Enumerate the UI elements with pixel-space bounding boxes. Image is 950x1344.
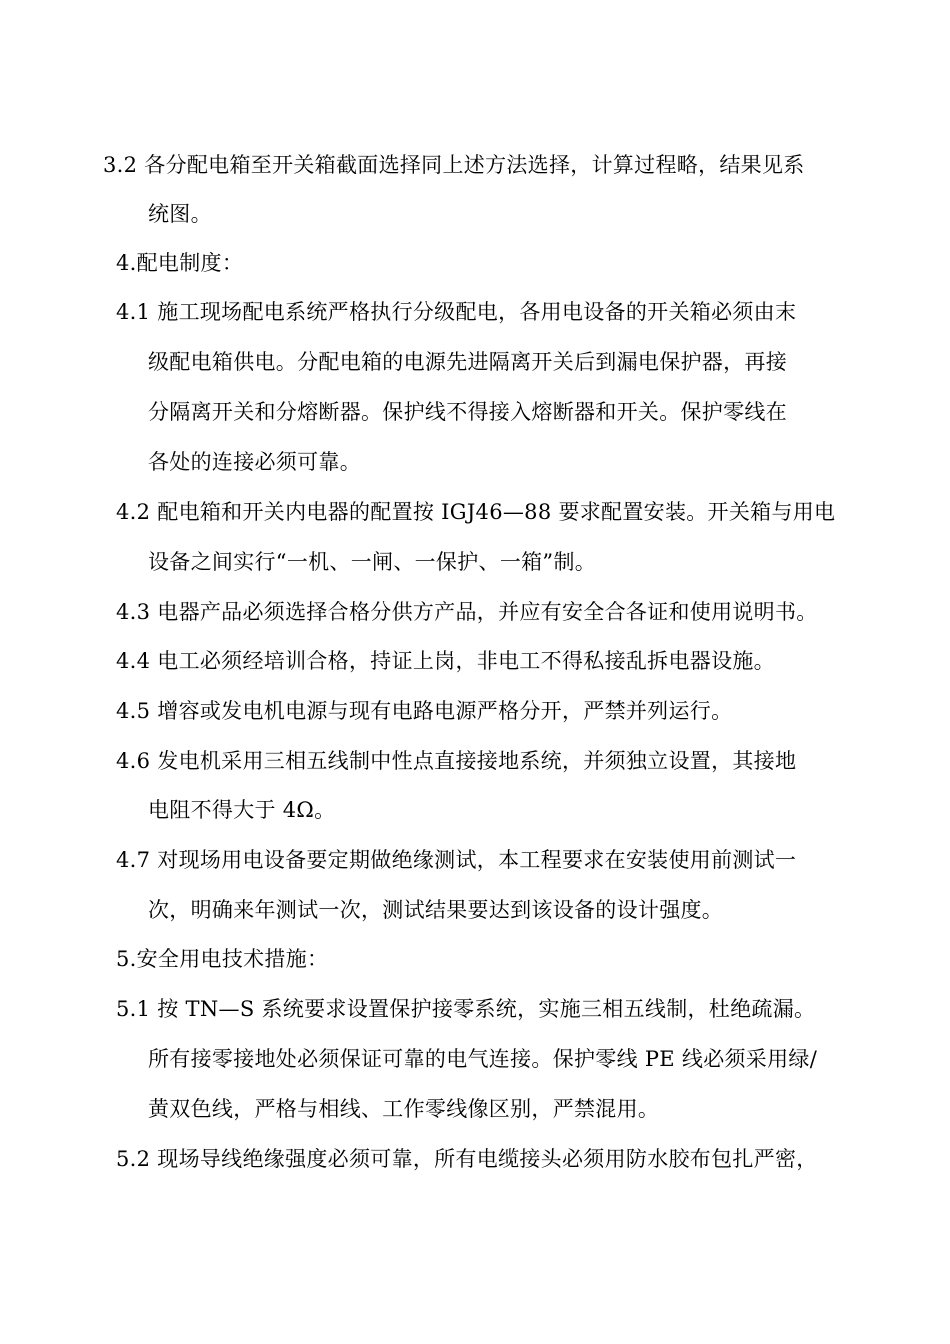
text-line: 5.1 按 TN—S 系统要求设置保护接零系统，实施三相五线制，杜绝疏漏。 xyxy=(116,997,816,1021)
text-line: 黄双色线，严格与相线、工作零线像区别，严禁混用。 xyxy=(148,1097,660,1121)
text-line: 4.5 增容或发电机电源与现有电路电源严格分开，严禁并列运行。 xyxy=(116,699,733,723)
text-line: 4.1 施工现场配电系统严格执行分级配电，各用电设备的开关箱必须由末 xyxy=(116,300,797,324)
text-line: 所有接零接地处必须保证可靠的电气连接。保护零线 PE 线必须采用绿/ xyxy=(148,1047,818,1071)
text-line: 4.7 对现场用电设备要定期做绝缘测试，本工程要求在安装使用前测试一 xyxy=(116,848,797,872)
text-line: 5.2 现场导线绝缘强度必须可靠，所有电缆接头必须用防水胶布包扎严密， xyxy=(116,1147,818,1171)
text-line: 4.4 电工必须经培训合格，持证上岗，非电工不得私接乱拆电器设施。 xyxy=(116,649,775,673)
section-heading: 4.配电制度： xyxy=(116,251,244,275)
text-line: 统图。 xyxy=(148,202,212,226)
text-line: 4.6 发电机采用三相五线制中性点直接接地系统，并须独立设置，其接地 xyxy=(116,749,797,773)
text-line: 3.2 各分配电箱至开关箱截面选择同上述方法选择，计算过程略，结果见系 xyxy=(103,153,805,177)
text-line: 电阻不得大于 4Ω。 xyxy=(148,798,336,822)
section-heading: 5.安全用电技术措施： xyxy=(116,947,329,971)
text-line: 4.3 电器产品必须选择合格分供方产品，并应有安全合各证和使用说明书。 xyxy=(116,600,818,624)
text-line: 次，明确来年测试一次，测试结果要达到该设备的设计强度。 xyxy=(148,898,724,922)
text-line: 4.2 配电箱和开关内电器的配置按 IGJ46—88 要求配置安装。开关箱与用电 xyxy=(116,500,836,524)
text-line: 设备之间实行“一机、一闸、一保护、一箱”制。 xyxy=(148,550,597,574)
text-line: 各处的连接必须可靠。 xyxy=(148,450,361,474)
text-line: 级配电箱供电。分配电箱的电源先进隔离开关后到漏电保护器，再接 xyxy=(148,350,787,374)
text-line: 分隔离开关和分熔断器。保护线不得接入熔断器和开关。保护零线在 xyxy=(148,400,787,424)
